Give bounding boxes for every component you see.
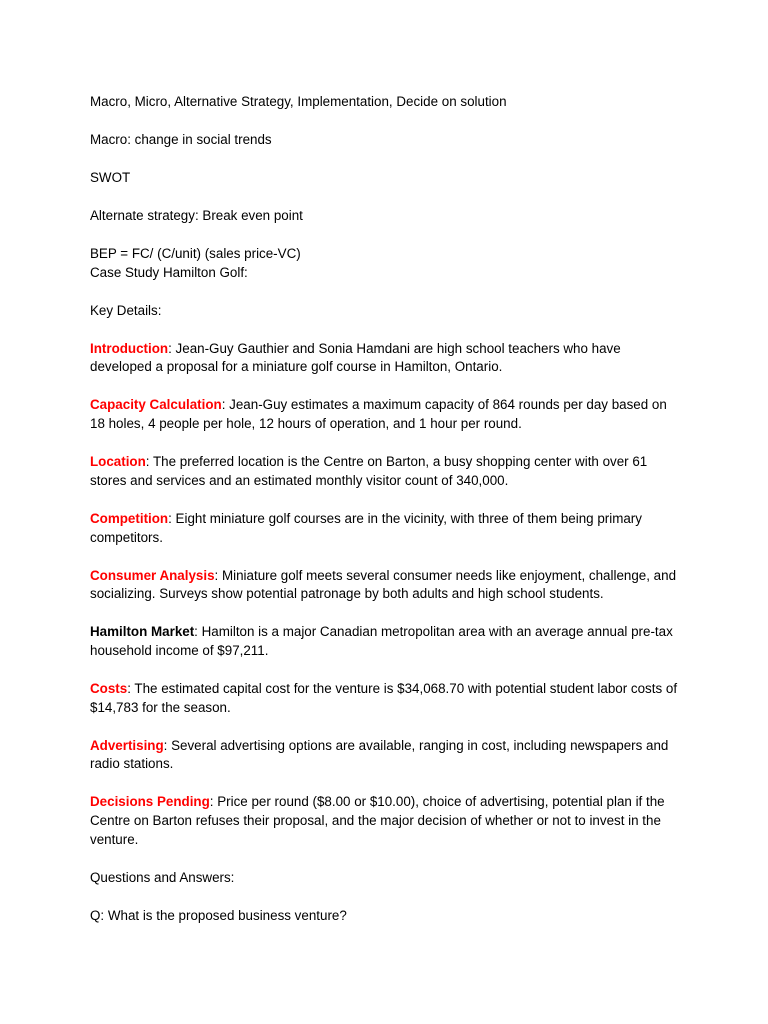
- section-text: : The estimated capital cost for the venture is $34,068.70 with potential student labor costs of $14,783 for the season.: [90, 680, 678, 715]
- section-capacity-calculation: [90, 396, 680, 433]
- swot-line: SWOT: [90, 170, 131, 185]
- key-details-label: Key Details:: [90, 302, 162, 318]
- section-text: : Eight miniature golf courses are in the vicinity, with three of them being primary competitors.: [90, 510, 642, 545]
- section-text: : Miniature golf meets several consumer needs like enjoyment, challenge, and socializing. Surveys show potential patronage by both adults and high school students.: [90, 567, 677, 602]
- section-heading: Competition: [90, 510, 169, 526]
- section-text: : The preferred location is the Centre on Barton, a busy shopping center with over 61 stores and services and an estimated monthly visitor count of 340,000.: [90, 454, 648, 488]
- section-location: [90, 453, 680, 490]
- case-study-title: Case Study Hamilton Golf:: [90, 264, 248, 280]
- section-costs: [90, 680, 680, 717]
- section-hamilton-market: [90, 623, 680, 660]
- section-heading: Consumer Analysis: [90, 567, 215, 583]
- section-text: : Jean-Guy estimates a maximum capacity of 864 rounds per day based on 18 holes, 4 people per hole, 12 hours of operation, and 1 hour per round.: [90, 397, 667, 432]
- section-heading: Costs: [90, 680, 128, 696]
- alternate-strategy-line: Alternate strategy: Break even point: [90, 208, 303, 223]
- outline-line: Macro, Micro, Alternative Strategy, Implementation, Decide on solution: [90, 94, 507, 109]
- question-1: Q: What is the proposed business venture?: [90, 907, 347, 923]
- macro-line: Macro: change in social trends: [90, 132, 272, 147]
- bep-formula-line: BEP = FC/ (C/unit) (sales price-VC): [90, 246, 301, 261]
- section-decisions-pending: [90, 793, 680, 849]
- section-text: : Several advertising options are available, ranging in cost, including newspapers and radio stations.: [90, 737, 669, 772]
- section-heading: Location: [90, 454, 146, 470]
- section-advertising: [90, 737, 680, 774]
- section-text: : Price per round ($8.00 or $10.00), choice of advertising, potential plan if the Centre on Barton refuses their proposal, and the major decision of whether or not to invest in the venture.: [90, 794, 665, 847]
- qa-heading: Questions and Answers:: [90, 869, 235, 885]
- section-heading: Introduction: [90, 340, 169, 356]
- section-heading: Capacity Calculation: [90, 397, 222, 413]
- document-body: [90, 93, 680, 945]
- section-competition: [90, 510, 680, 547]
- section-consumer-analysis: [90, 567, 680, 604]
- section-heading: Decisions Pending: [90, 794, 210, 810]
- section-introduction: [90, 340, 680, 377]
- section-text: : Jean-Guy Gauthier and Sonia Hamdani are high school teachers who have developed a proposal for a miniature golf course in Hamilton, Ontario.: [90, 340, 621, 375]
- section-heading: Hamilton Market: [90, 624, 195, 640]
- section-heading: Advertising: [90, 737, 164, 753]
- section-text: : Hamilton is a major Canadian metropolitan area with an average annual pre-tax household income of $97,211.: [90, 624, 673, 658]
